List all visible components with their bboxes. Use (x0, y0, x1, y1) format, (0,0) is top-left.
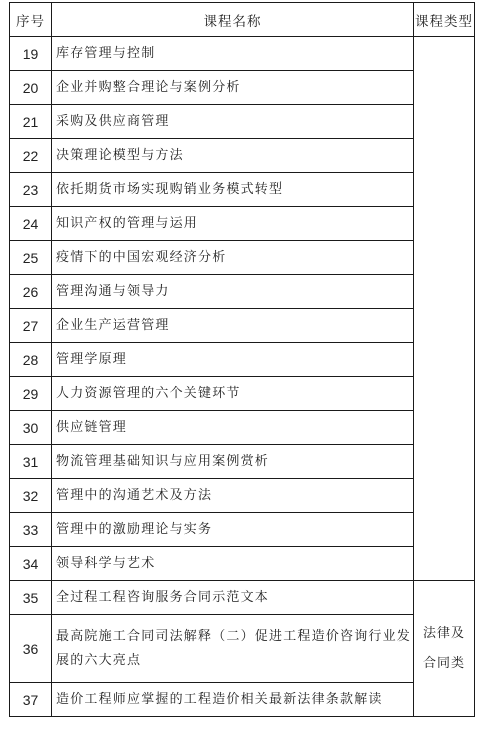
row-course-name: 管理中的沟通艺术及方法 (52, 479, 414, 513)
table-row (10, 411, 475, 445)
table-row (10, 513, 475, 547)
row-index: 27 (10, 309, 52, 343)
row-index: 33 (10, 513, 52, 547)
row-index: 35 (10, 581, 52, 615)
row-index: 23 (10, 173, 52, 207)
table-row (10, 479, 475, 513)
course-table (9, 2, 475, 717)
row-course-name: 库存管理与控制 (52, 37, 414, 71)
header-course-type: 课程类型 (414, 3, 475, 37)
row-index: 32 (10, 479, 52, 513)
table-row (10, 139, 475, 173)
table-row (10, 683, 475, 717)
row-course-name: 采购及供应商管理 (52, 105, 414, 139)
row-course-name: 最高院施工合同司法解释（二）促进工程造价咨询行业发展的六大亮点 (52, 615, 414, 683)
row-index: 20 (10, 71, 52, 105)
table-row (10, 173, 475, 207)
table-row (10, 377, 475, 411)
row-index: 22 (10, 139, 52, 173)
row-index: 25 (10, 241, 52, 275)
row-course-name: 决策理论模型与方法 (52, 139, 414, 173)
row-index: 31 (10, 445, 52, 479)
row-course-name: 供应链管理 (52, 411, 414, 445)
row-course-name: 物流管理基础知识与应用案例赏析 (52, 445, 414, 479)
course-table-container (9, 2, 475, 717)
row-course-name: 管理沟通与领导力 (52, 275, 414, 309)
course-type-cell-empty (414, 37, 475, 581)
row-index: 26 (10, 275, 52, 309)
row-index: 19 (10, 37, 52, 71)
table-row (10, 71, 475, 105)
table-row (10, 105, 475, 139)
course-type-label: 法律及合同类 (422, 626, 465, 671)
table-row (10, 343, 475, 377)
row-course-name: 人力资源管理的六个关键环节 (52, 377, 414, 411)
row-index: 24 (10, 207, 52, 241)
row-index: 28 (10, 343, 52, 377)
row-course-name: 领导科学与艺术 (52, 547, 414, 581)
row-index: 34 (10, 547, 52, 581)
table-row (10, 37, 475, 71)
row-course-name: 全过程工程咨询服务合同示范文本 (52, 581, 414, 615)
row-course-name: 依托期货市场实现购销业务模式转型 (52, 173, 414, 207)
course-type-cell (414, 581, 475, 717)
table-row (10, 615, 475, 683)
row-course-name: 知识产权的管理与运用 (52, 207, 414, 241)
header-course-name: 课程名称 (52, 3, 414, 37)
row-course-name: 疫情下的中国宏观经济分析 (52, 241, 414, 275)
table-row (10, 309, 475, 343)
row-course-name: 管理中的激励理论与实务 (52, 513, 414, 547)
row-index: 29 (10, 377, 52, 411)
row-index: 30 (10, 411, 52, 445)
row-index: 36 (10, 615, 52, 683)
table-row (10, 207, 475, 241)
table-header-row (10, 3, 475, 37)
row-course-name: 企业并购整合理论与案例分析 (52, 71, 414, 105)
row-index: 37 (10, 683, 52, 717)
row-course-name: 企业生产运营管理 (52, 309, 414, 343)
table-row (10, 275, 475, 309)
table-row (10, 241, 475, 275)
header-index: 序号 (10, 3, 52, 37)
table-row (10, 581, 475, 615)
row-course-name: 管理学原理 (52, 343, 414, 377)
table-row (10, 547, 475, 581)
row-index: 21 (10, 105, 52, 139)
table-row (10, 445, 475, 479)
row-course-name: 造价工程师应掌握的工程造价相关最新法律条款解读 (52, 683, 414, 717)
